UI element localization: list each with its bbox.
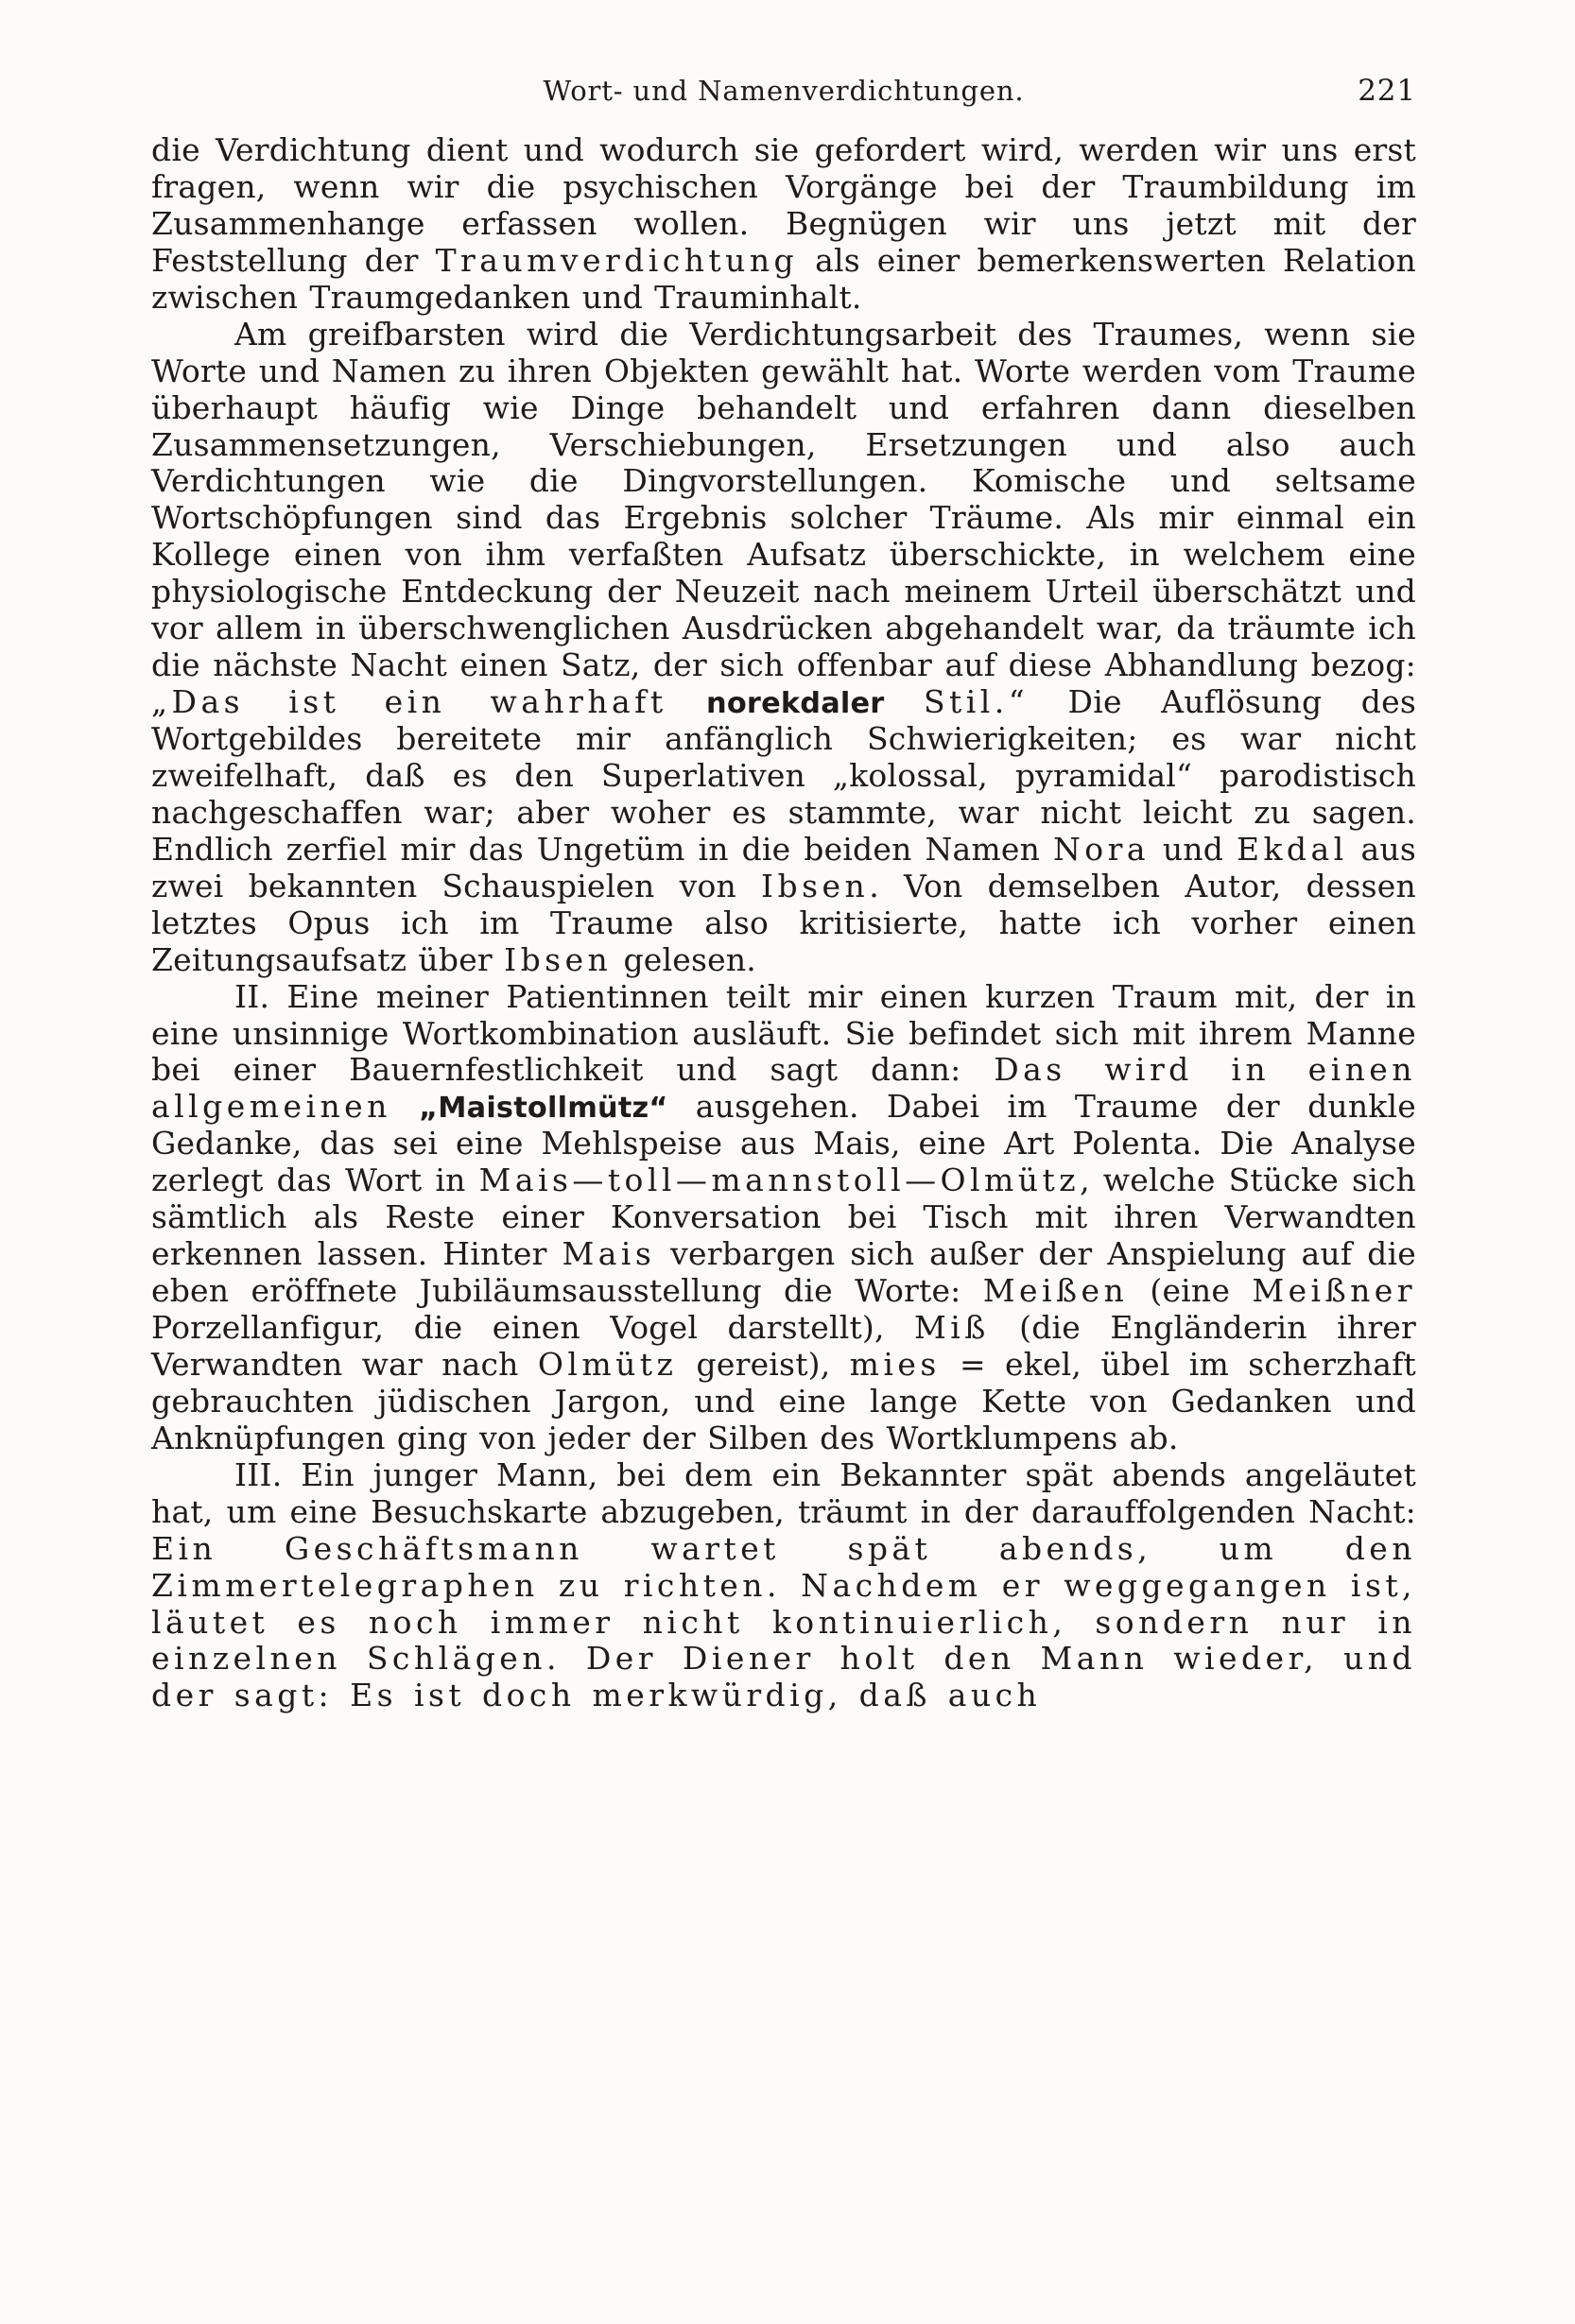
text-segment-normal: ausgehen. Dabei im Traume der dunkle Gedanke, das sei eine Mehlspeise aus Mais, eine Art Polenta. Die Analyse zerlegt das Wort in <box>151 1088 1416 1199</box>
text-segment-normal: gereist), <box>677 1345 850 1383</box>
text-segment-normal: II. Eine meiner Patientinnen teilt mir einen kurzen Traum mit, der in eine unsinnige Wortkombination ausläuft. Sie befindet sich mit ihrem Manne bei einer Bauernfestlichkeit und sagt dann: <box>151 977 1416 1089</box>
text-segment-normal: Porzellanfigur, die einen Vogel darstellt), <box>151 1309 915 1346</box>
text-segment-spaced: Nora <box>1052 830 1150 868</box>
text-segment-spaced: Ibsen <box>504 940 613 978</box>
page-header <box>151 74 1416 108</box>
text-segment-normal: verbargen sich außer der Anspielung auf die eben eröffnete Jubiläumsausstellung die Worte: <box>151 1235 1416 1310</box>
text-segment-spaced: mies <box>849 1345 941 1383</box>
text-segment-spaced: Meißner <box>1252 1272 1416 1310</box>
text-segment-normal <box>391 1088 419 1125</box>
paragraph <box>151 132 1416 317</box>
text-segment-spaced: Miß <box>914 1309 990 1346</box>
page-number: 221 <box>1358 74 1416 108</box>
text-segment-spaced: Ein Geschäftsmann wartet spät abends, um den Zimmertelegraphen zu richten. Nachdem er weggegangen ist, läutet es noch immer nicht kontinuierlich, sondern nur in einzelnen Schlägen. Der Diener holt den Mann wieder, und der sagt: Es ist doch merkwürdig, daß auch <box>151 1529 1416 1714</box>
text-segment-normal: III. Ein junger Mann, bei dem ein Bekannter spät abends angeläutet hat, um eine Besuchskarte abzugeben, träumt in der darauffolgenden Nacht: <box>151 1455 1416 1530</box>
running-title: Wort- und Namenverdichtungen. <box>543 75 1025 107</box>
text-segment-normal: Am greifbarsten wird die Verdichtungsarbeit des Traumes, wenn sie Worte und Namen zu ihren Objekten gewählt hat. Worte werden vom Traume überhaupt häufig wie Dinge behandelt und erfahren dann dieselben Zusammensetzungen, Verschiebungen, Ersetzungen und also auch Verdichtungen wie die Dingvorstellungen. Komische und seltsame Wortschöpfungen sind das Ergebnis solcher Träume. Als mir einmal ein Kollege einen von ihm verfaßten Aufsatz überschickte, in welchem eine physiologische Entdeckung der Neuzeit nach meinem Urteil überschätzt und vor allem in überschwenglichen Ausdrücken abgehandelt war, da träumte ich die nächste Nacht einen Satz, der sich offenbar auf diese Abhandlung bezog: <box>151 315 1416 684</box>
paragraph <box>151 1457 1416 1715</box>
text-segment-bold: norekdaler <box>706 687 885 721</box>
text-segment-spaced: Olmütz <box>537 1345 678 1383</box>
text-segment-spaced: Mais <box>562 1235 656 1273</box>
text-segment-spaced: Ekdal <box>1236 830 1348 868</box>
text-segment-normal: = ekel, übel im scherzhaft gebrauchten jüdischen Jargon, und eine lange Kette von Gedanken und Anknüpfungen ging von jeder der Silben des Wortklumpens ab. <box>151 1345 1416 1456</box>
text-segment-normal <box>667 683 707 720</box>
text-segment-normal: (die Engländerin ihrer Verwandten war nach <box>151 1309 1416 1383</box>
text-segment-spaced: Traumverdichtung <box>435 241 799 279</box>
text-segment-bold: „Maistollmütz“ <box>419 1092 668 1126</box>
text-segment-normal: gelesen. <box>612 940 757 978</box>
text-segment-spaced: Stil.“ <box>923 683 1030 721</box>
paragraph <box>151 979 1416 1457</box>
text-segment-spaced: Ibsen <box>761 867 870 904</box>
text-segment-spaced: Das wird in einen allgemeinen <box>151 1051 1416 1126</box>
text-segment-spaced: „Das ist ein wahrhaft <box>151 683 667 721</box>
text-segment-normal: die Verdichtung dient und wodurch sie gefordert wird, werden wir uns erst fragen, wenn wir die psychischen Vorgänge bei der Traumbildung im Zusammenhange erfassen wollen. Begnügen wir uns jetzt mit der Feststellung der <box>151 131 1416 279</box>
paragraph <box>151 317 1416 979</box>
text-segment-normal <box>884 683 924 720</box>
text-segment-normal: als einer bemerkenswerten Relation zwischen Traumgedanken und Trauminhalt. <box>151 241 1416 316</box>
text-segment-spaced: Meißen <box>982 1272 1129 1310</box>
text-segment-spaced: Mais—toll—mannstoll—Olmütz <box>478 1162 1081 1199</box>
text-segment-normal: Die Auflösung des Wortgebildes bereitete mir anfänglich Schwierigkeiten; es war nicht zweifelhaft, daß es den Superlativen „kolossal, pyramidal“ parodistisch nachgeschaffen war; aber woher es stammte, war nicht leicht zu sagen. Endlich zerfiel mir das Ungetüm in die beiden Namen <box>151 683 1416 868</box>
text-segment-normal: (eine <box>1128 1272 1253 1310</box>
text-segment-normal: aus zwei bekannten Schauspielen von <box>151 830 1416 904</box>
text-segment-normal: , welche Stücke sich sämtlich als Reste einer Konversation bei Tisch mit ihren Verwandten erkennen lassen. Hinter <box>151 1162 1416 1273</box>
text-segment-normal: und <box>1149 830 1237 868</box>
text-segment-normal: . Von demselben Autor, dessen letztes Opus ich im Traume also kritisierte, hatte ich vorher einen Zeitungsaufsatz über <box>151 867 1416 978</box>
text-block <box>151 132 1416 1714</box>
